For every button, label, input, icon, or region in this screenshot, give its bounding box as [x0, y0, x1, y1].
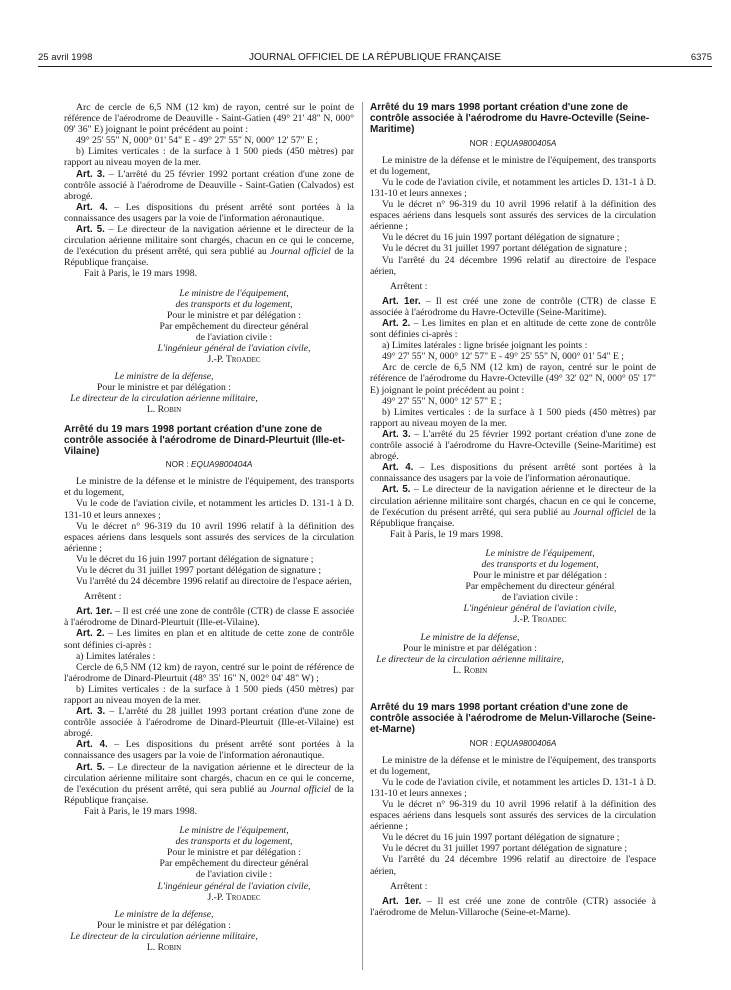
paragraph: 49° 27' 55" N, 000° 12' 57" E - 49° 25' 55" N, 000° 01' 54" E ; [382, 351, 624, 363]
visa: Vu l'arrêté du 24 décembre 1996 relatif au directoire de l'espace aérien, [76, 576, 352, 588]
melun-decree [370, 702, 656, 918]
article-4 [370, 462, 656, 484]
signature-block-equipement [124, 288, 344, 366]
article-text: – Il est créé une zone de contrôle (CTR) associée à l'aérodrome de Melun-Villaroche (Seine-et-Marne). [370, 895, 656, 918]
journal-reference: Journal officiel [573, 506, 634, 518]
dinard-decree [64, 424, 354, 954]
article-3 [64, 706, 354, 739]
paragraph: Le ministre de la défense et le ministre de l'équipement, des transports et du logement, [370, 154, 656, 177]
nor-label: NOR : [469, 137, 495, 148]
signatory-line: Pour le ministre et par délégation : [97, 382, 231, 394]
article-text: – L'arrêté du 28 juillet 1993 portant création d'une zone de contrôle associée à l'aérodrome de Dinard-Pleurtuit (Ille-et-Vilaine) est abrogé. [64, 706, 354, 740]
signature-block-defense [64, 371, 264, 415]
signatory-title: Le directeur de la circulation aérienne militaire, [376, 653, 564, 665]
signatory-line: Pour le ministre et par délégation : [473, 570, 607, 582]
article-label: Art. 4. [382, 462, 414, 474]
article-label: Art. 2. [76, 628, 105, 640]
paragraph: b) Limites verticales : de la surface à 1 500 pieds (450 mètres) par rapport au niveau moyen de la mer. [370, 406, 656, 429]
article-label: Art. 4. [76, 201, 108, 213]
visa: Vu le décret n° 96-319 du 10 avril 1996 relatif à la définition des espaces aériens dans lesquels sont assurés des services de la circulation aérienne ; [370, 199, 656, 233]
article-2 [64, 628, 354, 650]
nor-code: EQUA9800406A [495, 737, 557, 748]
decree-title: Arrêté du 19 mars 1998 portant création d'une zone de contrôle associée à l'aérodrome de Melun-Villaroche (Seine-et-Marne) [370, 701, 656, 736]
journal-reference: Journal officiel [270, 246, 331, 258]
signatory-title: Le ministre de l'équipement, [179, 287, 289, 299]
right-column [370, 102, 656, 918]
paragraph: b) Limites verticales : de la surface à 1 500 pieds (450 mètres) par rapport au niveau moyen de la mer. [64, 683, 354, 707]
article-label: Art. 4. [76, 739, 108, 751]
paragraph: a) Limites latérales : [76, 650, 156, 662]
journal-reference: Journal officiel [270, 783, 331, 795]
journal-title: JOURNAL OFFICIEL DE LA RÉPUBLIQUE FRANÇAISE [248, 52, 502, 63]
signing-place-date: Fait à Paris, le 19 mars 1998. [84, 268, 198, 280]
signature-block-equipement [124, 825, 344, 903]
signatory-line: Par empêchement du directeur général [159, 320, 309, 332]
signatory-name: L. Robin [146, 941, 182, 953]
article-3 [370, 429, 656, 462]
article-text: – Le directeur de la navigation aérienne et le directeur de la circulation aérienne militaire sont chargés, chacun en ce qui le concerne, de l'exécution du présent arrêté, qui sera publié au [64, 761, 354, 795]
signatory-line: de l'aviation civile : [195, 331, 273, 343]
paragraph: Le ministre de la défense et le ministre de l'équipement, des transports et du logement, [370, 754, 656, 777]
visa: Vu le décret du 16 juin 1997 portant délégation de signature ; [76, 553, 314, 565]
article-text: – L'arrêté du 25 février 1992 portant création d'une zone de contrôle associé à l'aérodrome de Deauville - Saint-Gatien (Calvados) est abrogé. [64, 168, 354, 202]
article-text: – Les limites en plan et en altitude de cette zone de contrôle sont définies ci-après : [64, 628, 354, 651]
article-text: – Les dispositions du présent arrêté sont portées à la connaissance des usagers par la voie de l'information aéronautique. [370, 462, 656, 485]
signing-place-date: Fait à Paris, le 19 mars 1998. [390, 528, 504, 540]
article-5 [64, 224, 354, 268]
signatory-name: L. Robin [146, 404, 182, 416]
paragraph: 49° 25' 55" N, 000° 01' 54" E - 49° 27' 55" N, 000° 12' 57" E ; [76, 135, 318, 147]
article-label: Art. 1er. [382, 895, 422, 907]
havre-decree [370, 102, 656, 676]
signatory-title: L'ingénieur général de l'aviation civile, [157, 342, 311, 354]
header-rule [38, 66, 712, 67]
signing-place-date: Fait à Paris, le 19 mars 1998. [84, 805, 198, 817]
nor-reference [64, 459, 354, 470]
visa: Vu le décret du 31 juillet 1997 portant délégation de signature ; [382, 243, 628, 255]
paragraph: a) Limites latérales : ligne brisée joignant les points : [382, 340, 588, 352]
article-text: de la République française. [370, 506, 656, 529]
column-divider [362, 102, 363, 970]
signatory-name: L. Robin [452, 664, 488, 676]
signatory-title: Le ministre de la défense, [114, 908, 214, 920]
signatory-title: L'ingénieur général de l'aviation civile, [157, 880, 311, 892]
visa: Vu le décret du 16 juin 1997 portant délégation de signature ; [382, 232, 620, 244]
signatory-line: de l'aviation civile : [501, 592, 579, 604]
article-text: – Les dispositions du présent arrêté sont portées à la connaissance des usagers par la voie de l'information aéronautique. [64, 739, 354, 762]
paragraph: Arc de cercle de 6,5 NM (12 km) de rayon, centré sur le point de référence de l'aérodrome de Deauville - Saint-Gatien (49° 21' 48" N, 000° 09' 36" E) joignant le point précédent au point : [64, 102, 354, 136]
signatory-title: des transports et du logement, [175, 836, 293, 848]
article-2 [370, 318, 656, 340]
deauville-decree-continuation [64, 102, 354, 416]
signatory-title: Le ministre de l'équipement, [179, 825, 289, 837]
signatory-title: L'ingénieur général de l'aviation civile, [463, 603, 617, 615]
visa: Vu le décret n° 96-319 du 10 avril 1996 relatif à la définition des espaces aériens dans lesquels sont assurés des services de la circulation aérienne ; [370, 799, 656, 833]
visa: Vu le code de l'aviation civile, et notamment les articles D. 131-1 à D. 131-10 et leurs annexes ; [370, 176, 656, 199]
arretent: Arrêtent : [390, 880, 428, 892]
article-text: de la République française. [64, 246, 354, 269]
decree-title: Arrêté du 19 mars 1998 portant création d'une zone de contrôle associée à l'aérodrome du Havre-Octeville (Seine-Maritime) [370, 102, 650, 136]
signatory-title: des transports et du logement, [481, 558, 599, 570]
paragraph: Cercle de 6,5 NM (12 km) de rayon, centré sur le point de référence de l'aérodrome de Dinard-Pleurtuit (48° 35' 16" N, 002° 04' 48" W) ; [64, 661, 354, 684]
signatory-title: Le directeur de la circulation aérienne militaire, [70, 930, 258, 942]
visa: Vu le code de l'aviation civile, et notamment les articles D. 131-1 à D. 131-10 et leurs annexes ; [64, 498, 354, 521]
page-number: 6375 [690, 52, 712, 63]
article-label: Art. 5. [382, 484, 411, 496]
visa: Vu le décret du 31 juillet 1997 portant délégation de signature ; [382, 843, 628, 855]
article-text: – Il est créé une zone de contrôle (CTR) de classe E associée à l'aérodrome du Havre-Octeville (Seine-Maritime). [370, 295, 657, 318]
signatory-line: Par empêchement du directeur général [465, 581, 615, 593]
paragraph: Le ministre de la défense et le ministre de l'équipement, des transports et du logement, [64, 476, 354, 499]
article-1 [64, 606, 354, 628]
article-label: Art. 5. [76, 224, 105, 236]
signatory-line: Pour le ministre et par délégation : [167, 847, 301, 859]
decree-title: Arrêté du 19 mars 1998 portant création d'une zone de contrôle associée à l'aérodrome de Dinard-Pleurtuit (Ille-et-Vilaine) [64, 423, 345, 457]
article-4 [64, 202, 354, 224]
signatory-line: de l'aviation civile : [195, 869, 273, 881]
paragraph: 49° 27' 55" N, 000° 12' 57" E ; [382, 395, 502, 407]
article-text: – Les dispositions du présent arrêté sont portées à la connaissance des usagers par la voie de l'information aéronautique. [64, 201, 354, 224]
paragraph: Arc de cercle de 6,5 NM (12 km) de rayon, centré sur le point de référence de l'aérodrome du Havre-Octeville (49° 32' 02" N, 000° 05' 17" E) joignant le point précédent au point : [370, 362, 656, 396]
visa: Vu le décret du 16 juin 1997 portant délégation de signature ; [382, 832, 620, 844]
signatory-title: Le ministre de la défense, [114, 371, 214, 383]
article-1 [370, 296, 656, 318]
signatory-name: J.-P. Troadec [207, 891, 261, 903]
issue-date: 25 avril 1998 [38, 52, 93, 63]
nor-reference [370, 138, 656, 149]
running-head [38, 52, 712, 66]
signature-block-defense [370, 632, 570, 676]
article-5 [370, 484, 656, 528]
article-text: – L'arrêté du 25 février 1992 portant création d'une zone de contrôle associé à l'aérodrome du Havre-Octeville (Seine-Maritime) est abrogé. [370, 428, 656, 463]
visa: Vu l'arrêté du 24 décembre 1996 relatif au directoire de l'espace aérien, [370, 254, 656, 277]
spacer [370, 676, 656, 702]
nor-code: EQUA9800405A [495, 137, 557, 148]
signatory-name: J.-P. Troadec [513, 614, 567, 626]
visa: Vu le code de l'aviation civile, et notamment les articles D. 131-1 à D. 131-10 et leurs annexes ; [370, 776, 656, 799]
article-label: Art. 5. [76, 761, 105, 773]
left-column [64, 102, 354, 953]
visa: Vu le décret n° 96-319 du 10 avril 1996 relatif à la définition des espaces aériens dans lesquels sont assurés des services de la circulation aérienne ; [64, 520, 354, 554]
article-1 [370, 896, 656, 918]
nor-reference [370, 738, 656, 749]
signatory-name: J.-P. Troadec [207, 354, 261, 366]
signatory-title: Le directeur de la circulation aérienne militaire, [70, 393, 258, 405]
article-label: Art. 3. [382, 428, 411, 440]
article-3 [64, 169, 354, 202]
article-text: – Les limites en plan et en altitude de cette zone de contrôle sont définies ci-après : [370, 318, 656, 341]
spacer [64, 416, 354, 424]
signature-block-defense [64, 909, 264, 953]
nor-code: EQUA9800404A [191, 459, 253, 470]
article-4 [64, 739, 354, 761]
article-label: Art. 3. [76, 706, 106, 718]
article-label: Art. 1er. [76, 606, 113, 618]
arretent: Arrêtent : [84, 591, 122, 603]
article-label: Art. 2. [382, 318, 411, 330]
article-label: Art. 3. [76, 168, 105, 180]
signatory-title: Le ministre de la défense, [420, 631, 520, 643]
signatory-line: Pour le ministre et par délégation : [167, 309, 301, 321]
article-5 [64, 762, 354, 806]
signatory-title: Le ministre de l'équipement, [485, 547, 595, 559]
visa: Vu l'arrêté du 24 décembre 1996 relatif au directoire de l'espace aérien, [370, 854, 656, 877]
article-text: – Le directeur de la navigation aérienne et le directeur de la circulation aérienne militaire sont chargés, chacun en ce qui le concerne, de l'exécution du présent arrêté, qui sera publié au [370, 484, 656, 518]
visa: Vu le décret du 31 juillet 1997 portant délégation de signature ; [76, 564, 322, 576]
signatory-line: Pour le ministre et par délégation : [403, 642, 537, 654]
signature-block-equipement [430, 548, 650, 626]
signatory-line: Par empêchement du directeur général [159, 858, 309, 870]
arretent: Arrêtent : [390, 280, 428, 292]
article-text: – Le directeur de la navigation aérienne et le directeur de la circulation aérienne militaire sont chargés, chacun en ce qui le concerne, de l'exécution du présent arrêté, qui sera publié au [64, 224, 354, 258]
article-text: – Il est créé une zone de contrôle (CTR) de classe E associée à l'aérodrome de Dinard-Pleurtuit (Ille-et-Vilaine). [64, 606, 354, 629]
signatory-line: Pour le ministre et par délégation : [97, 919, 231, 931]
paragraph: b) Limites verticales : de la surface à 1 500 pieds (450 mètres) par rapport au niveau moyen de la mer. [64, 146, 354, 169]
nor-label: NOR : [165, 459, 191, 470]
article-text: de la République française. [64, 783, 354, 806]
signatory-title: des transports et du logement, [175, 298, 293, 310]
article-label: Art. 1er. [382, 295, 421, 307]
nor-label: NOR : [469, 737, 495, 748]
